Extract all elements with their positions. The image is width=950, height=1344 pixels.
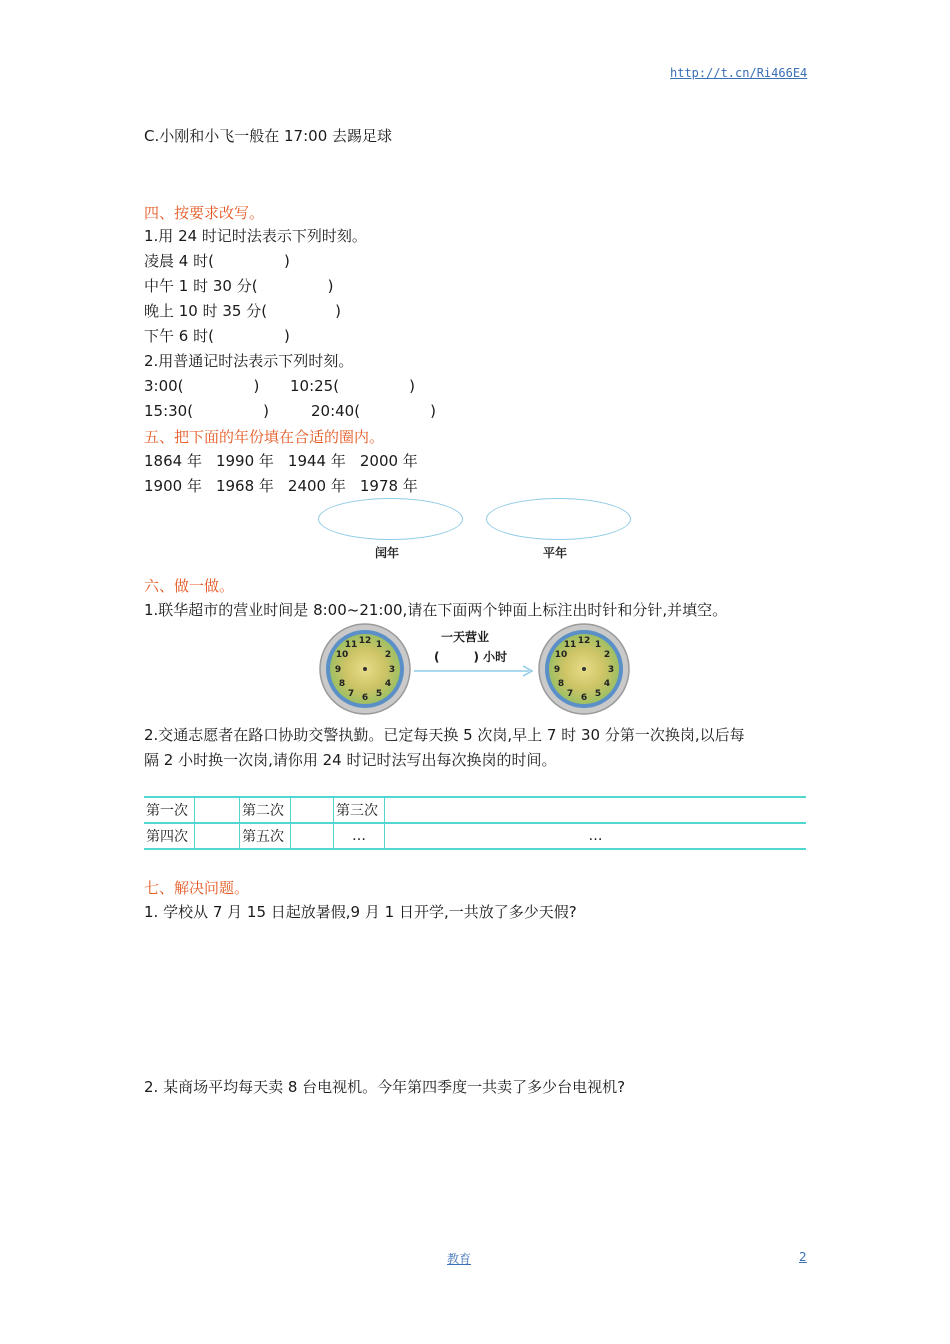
svg-text:3: 3	[388, 665, 396, 675]
arrow-icon	[412, 664, 537, 678]
section7-q2: 2. 某商场平均每天卖 8 台电视机。今年第四季度一共卖了多少台电视机?	[144, 1078, 626, 1096]
section6-q2-line1: 2.交通志愿者在路口协助交警执勤。已定每天换 5 次岗,早上 7 时 30 分第一次换岗,以后每	[144, 726, 745, 744]
answer-cell[interactable]	[195, 797, 240, 823]
svg-text:4: 4	[603, 679, 611, 689]
year: 1864 年	[144, 452, 202, 470]
svg-text:11: 11	[563, 640, 577, 650]
paren-close: )	[335, 302, 341, 320]
common-year-circle[interactable]	[486, 498, 631, 540]
leap-year-circle[interactable]	[318, 498, 463, 540]
paren-close: )	[283, 327, 290, 345]
table-cell: 第一次	[144, 797, 195, 823]
year: 1900 年	[144, 477, 202, 495]
answer-cell[interactable]	[291, 823, 334, 849]
section6-q2-line2: 隔 2 小时换一次岗,请你用 24 时记时法写出每次换岗的时间。	[144, 751, 557, 769]
paren-open: (	[434, 650, 440, 664]
item-text: 晚上 10 时 35 分(	[144, 302, 268, 320]
svg-text:11: 11	[344, 640, 358, 650]
common-year-label: 平年	[543, 546, 568, 560]
section4-q2: 2.用普通记时法表示下列时刻。	[144, 352, 354, 370]
item-text: 3:00(	[144, 377, 184, 395]
svg-text:10: 10	[554, 650, 568, 660]
shift-table	[144, 796, 806, 850]
leap-year-label: 闰年	[375, 546, 400, 560]
section4-q1-item-2	[144, 274, 333, 299]
table-cell: 第三次	[334, 797, 385, 823]
table-row	[144, 823, 806, 849]
year: 1990 年	[215, 452, 274, 470]
svg-text:1: 1	[375, 640, 383, 650]
section4-q2-item-4	[311, 399, 436, 424]
answer-cell[interactable]	[385, 797, 807, 823]
svg-text:2: 2	[603, 650, 611, 660]
svg-text:7: 7	[347, 689, 355, 699]
years-row-2	[144, 474, 418, 499]
svg-text:9: 9	[334, 665, 342, 675]
year: 1978 年	[359, 477, 418, 495]
table-cell: 第五次	[240, 823, 291, 849]
year: 2000 年	[359, 452, 418, 470]
footer-link[interactable]: 教育	[447, 1252, 472, 1266]
svg-text:5: 5	[594, 689, 602, 699]
svg-text:7: 7	[566, 689, 574, 699]
svg-text:5: 5	[375, 689, 383, 699]
paren-close: )	[283, 252, 290, 270]
section4-title: 四、按要求改写。	[144, 204, 265, 222]
section4-q1: 1.用 24 时记时法表示下列时刻。	[144, 227, 367, 245]
svg-text:4: 4	[384, 679, 392, 689]
svg-text:6: 6	[580, 693, 588, 703]
paren-close: )	[409, 377, 415, 395]
item-text: 20:40(	[311, 402, 361, 420]
item-text: 下午 6 时(	[144, 327, 214, 345]
section6-q1: 1.联华超市的营业时间是 8:00~21:00,请在下面两个钟面上标注出时针和分针,并填空。	[144, 601, 728, 619]
section6-title: 六、做一做。	[144, 577, 235, 595]
svg-text:12: 12	[358, 636, 372, 646]
header-link[interactable]: http://t.cn/Ri466E4	[670, 66, 808, 80]
svg-text:9: 9	[553, 665, 561, 675]
answer-cell[interactable]	[291, 797, 334, 823]
section4-q1-item-4	[144, 324, 290, 349]
paren-close: )	[327, 277, 334, 295]
clock-open-icon[interactable]	[318, 622, 412, 716]
table-cell: …	[334, 823, 385, 849]
item-text: 凌晨 4 时(	[144, 252, 214, 270]
svg-text:3: 3	[607, 665, 615, 675]
svg-text:6: 6	[361, 693, 369, 703]
svg-text:1: 1	[594, 640, 602, 650]
svg-text:10: 10	[335, 650, 349, 660]
table-cell: 第四次	[144, 823, 195, 849]
section5-title: 五、把下面的年份填在合适的圈内。	[144, 428, 385, 446]
table-cell: …	[385, 823, 807, 849]
svg-text:8: 8	[557, 679, 565, 689]
item-text: 中午 1 时 30 分(	[144, 277, 258, 295]
year: 1944 年	[287, 452, 346, 470]
hours-suffix: ) 小时	[473, 650, 508, 664]
section4-q2-item-3	[144, 399, 269, 424]
section4-q2-item-2	[290, 374, 415, 399]
paren-close: )	[253, 377, 260, 395]
answer-cell[interactable]	[195, 823, 240, 849]
year: 2400 年	[287, 477, 346, 495]
section4-q2-item-1	[144, 374, 259, 399]
section4-q1-item-1	[144, 249, 290, 274]
section7-q1: 1. 学校从 7 月 15 日起放暑假,9 月 1 日开学,一共放了多少天假?	[144, 903, 577, 921]
page-number: 2	[799, 1250, 807, 1264]
svg-text:12: 12	[577, 636, 591, 646]
section4-q1-item-3	[144, 299, 341, 324]
svg-text:2: 2	[384, 650, 392, 660]
table-row	[144, 797, 806, 823]
section7-title: 七、解决问题。	[144, 879, 250, 897]
years-row-1	[144, 449, 418, 474]
svg-text:8: 8	[338, 679, 346, 689]
item-text: 15:30(	[144, 402, 194, 420]
arrow-label-bottom	[434, 648, 507, 665]
paren-close: )	[263, 402, 269, 420]
table-cell: 第二次	[240, 797, 291, 823]
year: 1968 年	[215, 477, 274, 495]
arrow-label-top: 一天营业	[441, 630, 490, 644]
item-text: 10:25(	[290, 377, 340, 395]
clock-close-icon[interactable]	[537, 622, 631, 716]
prev-choice-c: C.小刚和小飞一般在 17:00 去踢足球	[144, 127, 393, 145]
paren-close: )	[430, 402, 436, 420]
